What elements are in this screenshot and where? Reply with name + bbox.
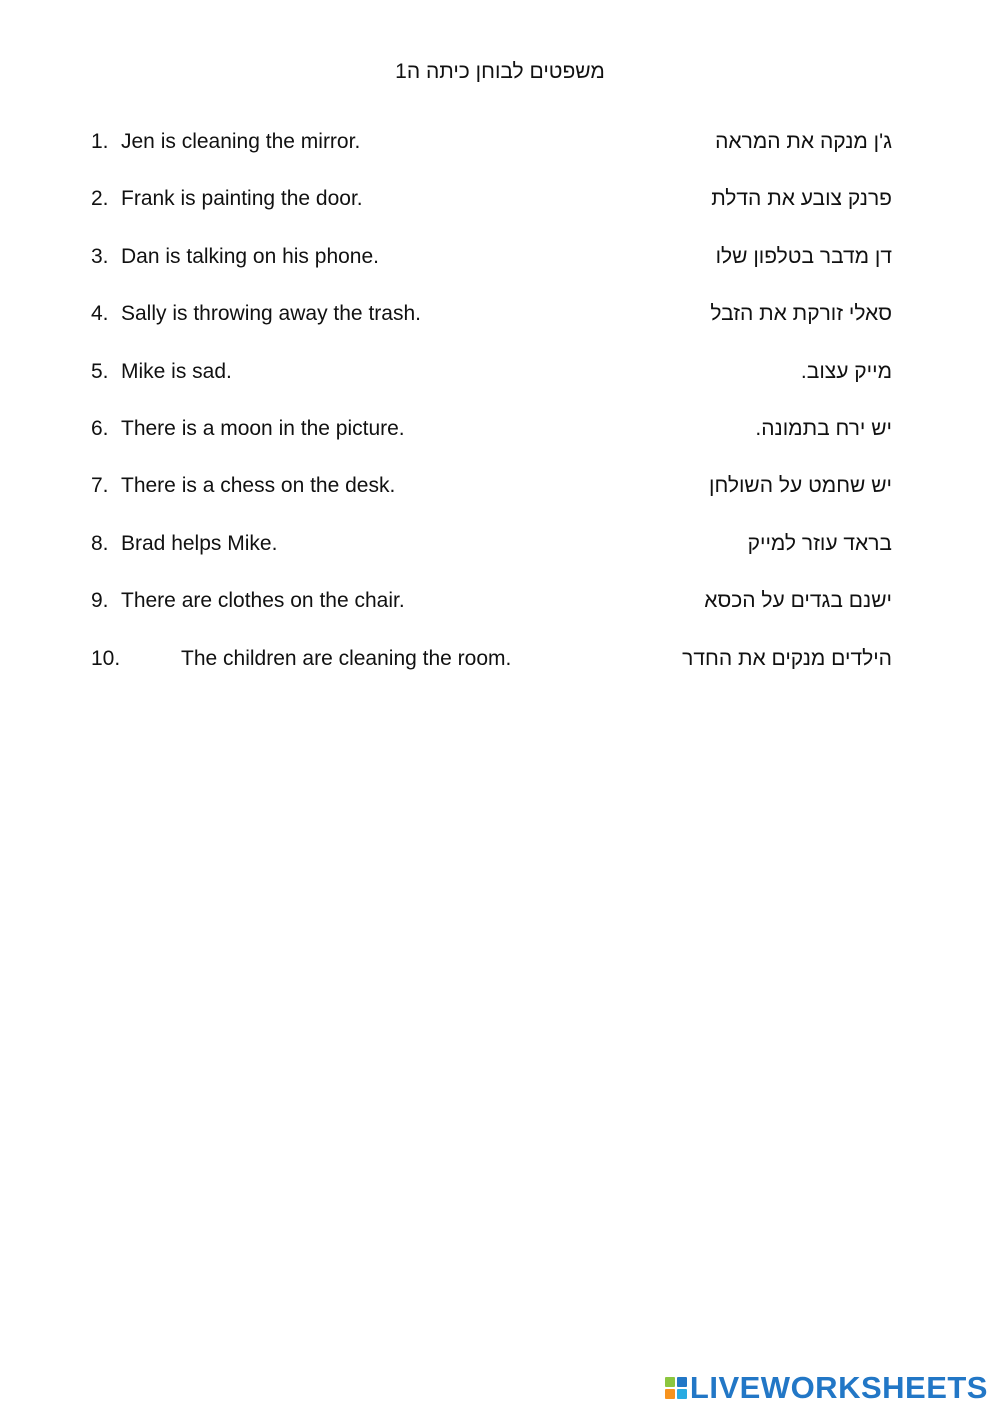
hebrew-sentence: סאלי זורקת את הזבל [710, 302, 892, 326]
hebrew-sentence: הילדים מנקים את החדר [682, 646, 892, 670]
english-text: Dan is talking on his phone. [121, 244, 379, 268]
hebrew-sentence: מייק עצוב. [800, 359, 892, 383]
english-sentence [91, 360, 232, 384]
english-text: There is a chess on the desk. [121, 474, 396, 498]
english-text: Sally is throwing away the trash. [121, 302, 421, 326]
english-text: Brad helps Mike. [121, 531, 278, 555]
list-item [0, 584, 1000, 641]
item-number: 5. [91, 359, 109, 383]
list-item [0, 642, 1000, 699]
english-sentence [91, 647, 511, 671]
english-sentence [91, 187, 363, 211]
list-item [0, 182, 1000, 239]
item-number: 8. [91, 531, 109, 555]
liveworksheets-logo-icon [665, 1377, 687, 1399]
item-number: 9. [91, 589, 109, 613]
english-text: The children are cleaning the room. [181, 646, 512, 670]
hebrew-sentence: פרנק צובע את הדלת [711, 187, 892, 211]
item-number: 2. [91, 187, 109, 211]
item-number: 6. [91, 416, 109, 440]
sentence-list [0, 125, 1000, 699]
hebrew-sentence: יש שחמט על השולחן [708, 474, 892, 498]
item-number: 10. [91, 646, 121, 670]
english-sentence [91, 589, 405, 613]
hebrew-sentence: דן מדבר בטלפון שלו [715, 244, 892, 268]
list-item [0, 125, 1000, 182]
english-text: There are clothes on the chair. [121, 589, 405, 613]
list-item [0, 527, 1000, 584]
item-number: 1. [91, 130, 109, 153]
page-title: משפטים לבוחן כיתה ה1 [395, 60, 605, 83]
logo-square [677, 1389, 687, 1399]
item-number: 3. [91, 244, 109, 268]
english-text: Frank is painting the door. [121, 187, 363, 211]
english-sentence [91, 532, 277, 556]
liveworksheets-logo [665, 1370, 988, 1406]
list-item [0, 355, 1000, 412]
english-sentence [91, 302, 421, 326]
english-sentence [91, 474, 395, 498]
english-sentence [91, 130, 360, 154]
hebrew-sentence: ישנם בגדים על הכסא [704, 589, 892, 613]
english-text: Jen is cleaning the mirror. [121, 130, 361, 153]
hebrew-sentence: ג'ן מנקה את המראה [715, 130, 892, 153]
english-sentence [91, 417, 405, 441]
logo-square [665, 1389, 675, 1399]
logo-square [665, 1377, 675, 1387]
english-text: There is a moon in the picture. [121, 416, 405, 440]
logo-text: LIVEWORKSHEETS [689, 1370, 988, 1405]
hebrew-sentence: יש ירח בתמונה. [755, 416, 892, 440]
list-item [0, 469, 1000, 526]
logo-square [677, 1377, 687, 1387]
english-sentence [91, 245, 379, 269]
hebrew-sentence: בראד עוזר למייק [747, 531, 892, 555]
english-text: Mike is sad. [121, 359, 232, 383]
item-number: 7. [91, 474, 109, 498]
list-item [0, 240, 1000, 297]
list-item [0, 297, 1000, 354]
list-item [0, 412, 1000, 469]
item-number: 4. [91, 302, 109, 326]
